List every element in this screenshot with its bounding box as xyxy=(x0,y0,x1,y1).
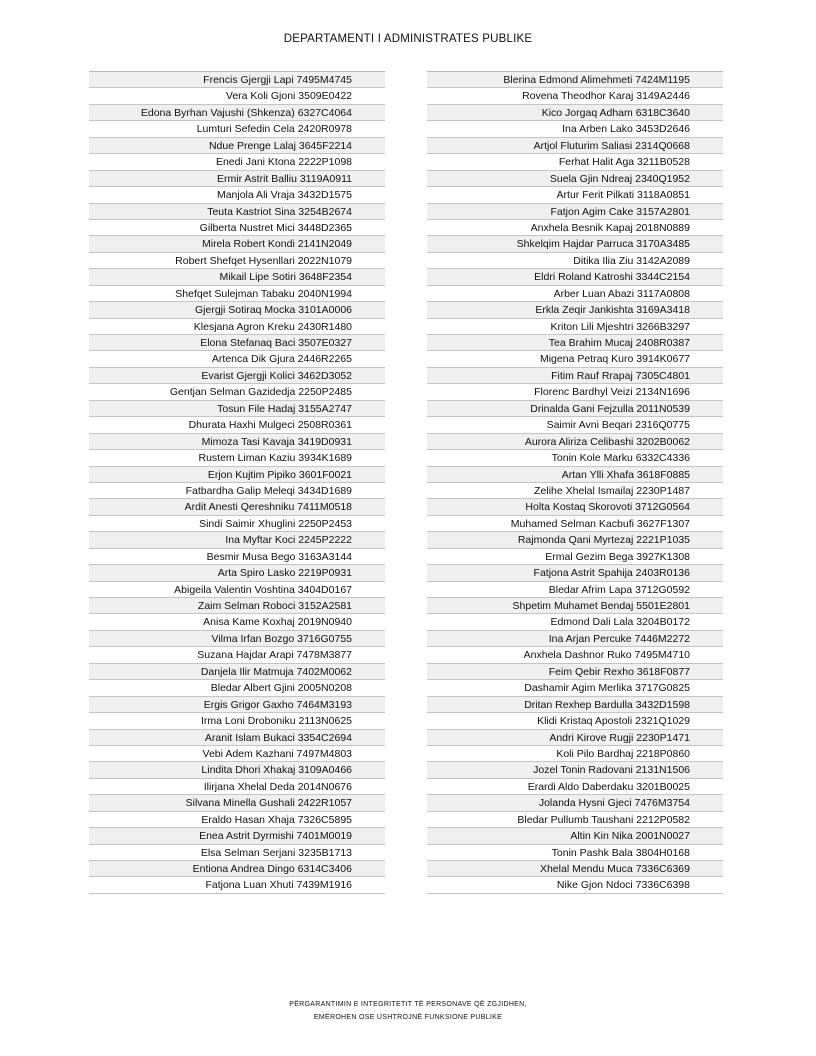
list-item: Elona Stefanaq Baci 3507E0327 xyxy=(89,335,385,351)
list-item: Koli Pilo Bardhaj 2218P0860 xyxy=(427,746,723,762)
list-item: Drinalda Gani Fejzulla 2011N0539 xyxy=(427,401,723,417)
list-item: Nike Gjon Ndoci 7336C6398 xyxy=(427,877,723,893)
page-footer xyxy=(0,998,816,1024)
list-item: Holta Kostaq Skorovoti 3712G0564 xyxy=(427,499,723,515)
list-item: Silvana Minella Gushali 2422R1057 xyxy=(89,795,385,811)
list-item: Tea Brahim Mucaj 2408R0387 xyxy=(427,335,723,351)
list-item: Shpetim Muhamet Bendaj 5501E2801 xyxy=(427,598,723,614)
list-item: Shefqet Sulejman Tabaku 2040N1994 xyxy=(89,286,385,302)
list-item: Arber Luan Abazi 3117A0808 xyxy=(427,286,723,302)
list-item: Rustem Liman Kaziu 3934K1689 xyxy=(89,450,385,466)
footer-line-1: PËRGARANTIMIN E INTEGRITETIT TË PERSONAVE QË ZGJIDHEN, xyxy=(289,1001,527,1008)
list-item: Kico Jorgaq Adham 6318C3640 xyxy=(427,105,723,121)
list-item: Dhurata Haxhi Mulgeci 2508R0361 xyxy=(89,417,385,433)
list-item: Klidi Kristaq Apostoli 2321Q1029 xyxy=(427,713,723,729)
list-item: Aranit Islam Bukaci 3354C2694 xyxy=(89,730,385,746)
list-item: Tosun File Hadaj 3155A2747 xyxy=(89,401,385,417)
list-item: Vilma Irfan Bozgo 3716G0755 xyxy=(89,631,385,647)
list-item: Eldri Roland Katroshi 3344C2154 xyxy=(427,269,723,285)
list-item: Erkla Zeqir Jankishta 3169A3418 xyxy=(427,302,723,318)
list-item: Ndue Prenge Lalaj 3645F2214 xyxy=(89,138,385,154)
list-item: Ina Arben Lako 3453D2646 xyxy=(427,121,723,137)
list-item: Manjola Ali Vraja 3432D1575 xyxy=(89,187,385,203)
list-item: Xhelal Mendu Muca 7336C6369 xyxy=(427,861,723,877)
list-item: Artur Ferit Pilkati 3118A0851 xyxy=(427,187,723,203)
list-item: Fatbardha Galip Meleqi 3434D1689 xyxy=(89,483,385,499)
list-item: Anisa Kame Koxhaj 2019N0940 xyxy=(89,614,385,630)
list-item: Enedi Jani Ktona 2222P1098 xyxy=(89,154,385,170)
list-item: Ardit Anesti Qereshniku 7411M0518 xyxy=(89,499,385,515)
list-item: Arta Spiro Lasko 2219P0931 xyxy=(89,565,385,581)
list-item: Aurora Aliriza Celibashi 3202B0062 xyxy=(427,434,723,450)
list-item: Altin Kin Nika 2001N0027 xyxy=(427,828,723,844)
list-item: Saimir Avni Beqari 2316Q0775 xyxy=(427,417,723,433)
list-item: Fatjona Luan Xhuti 7439M1916 xyxy=(89,877,385,893)
list-item: Tonin Pashk Bala 3804H0168 xyxy=(427,845,723,861)
list-item: Blerina Edmond Alimehmeti 7424M1195 xyxy=(427,72,723,88)
list-item: Ditika Ilia Ziu 3142A2089 xyxy=(427,253,723,269)
right-name-list xyxy=(427,71,723,894)
list-item: Anxhela Dashnor Ruko 7495M4710 xyxy=(427,647,723,663)
list-item: Jolanda Hysni Gjeci 7476M3754 xyxy=(427,795,723,811)
list-item: Edona Byrhan Vajushi (Shkenza) 6327C4064 xyxy=(89,105,385,121)
list-item: Artan Ylli Xhafa 3618F0885 xyxy=(427,467,723,483)
list-item: Shkelqim Hajdar Parruca 3170A3485 xyxy=(427,236,723,252)
list-item: Bledar Afrim Lapa 3712G0592 xyxy=(427,582,723,598)
list-item: Suela Gjin Ndreaj 2340Q1952 xyxy=(427,171,723,187)
list-item: Lumturi Sefedin Cela 2420R0978 xyxy=(89,121,385,137)
list-item: Entiona Andrea Dingo 6314C3406 xyxy=(89,861,385,877)
list-item: Vebi Adem Kazhani 7497M4803 xyxy=(89,746,385,762)
list-item: Fatjona Astrit Spahija 2403R0136 xyxy=(427,565,723,581)
list-item: Muhamed Selman Kacbufi 3627F1307 xyxy=(427,516,723,532)
list-item: Eraldo Hasan Xhaja 7326C5895 xyxy=(89,812,385,828)
list-item: Sindi Saimir Xhuglini 2250P2453 xyxy=(89,516,385,532)
list-item: Edmond Dali Lala 3204B0172 xyxy=(427,614,723,630)
list-item: Gentjan Selman Gazidedja 2250P2485 xyxy=(89,384,385,400)
list-item: Zaim Selman Roboci 3152A2581 xyxy=(89,598,385,614)
list-item: Gjergji Sotiraq Mocka 3101A0006 xyxy=(89,302,385,318)
list-item: Lindita Dhori Xhakaj 3109A0466 xyxy=(89,762,385,778)
list-item: Evarist Gjergji Kolici 3462D3052 xyxy=(89,368,385,384)
list-item: Anxhela Besnik Kapaj 2018N0889 xyxy=(427,220,723,236)
list-item: Fitim Rauf Rrapaj 7305C4801 xyxy=(427,368,723,384)
list-item: Teuta Kastriot Sina 3254B2674 xyxy=(89,204,385,220)
list-item: Dashamir Agim Merlika 3717G0825 xyxy=(427,680,723,696)
list-item: Mirela Robert Kondi 2141N2049 xyxy=(89,236,385,252)
list-item: Ilirjana Xhelal Deda 2014N0676 xyxy=(89,779,385,795)
list-item: Vera Koli Gjoni 3509E0422 xyxy=(89,88,385,104)
left-name-list xyxy=(89,71,385,894)
list-item: Mimoza Tasi Kavaja 3419D0931 xyxy=(89,434,385,450)
list-item: Artjol Fluturim Saliasi 2314Q0668 xyxy=(427,138,723,154)
list-item: Ermal Gezim Bega 3927K1308 xyxy=(427,549,723,565)
list-item: Artenca Dik Gjura 2446R2265 xyxy=(89,351,385,367)
list-item: Elsa Selman Serjani 3235B1713 xyxy=(89,845,385,861)
list-item: Migena Petraq Kuro 3914K0677 xyxy=(427,351,723,367)
list-item: Rajmonda Qani Myrtezaj 2221P1035 xyxy=(427,532,723,548)
list-item: Dritan Rexhep Bardulla 3432D1598 xyxy=(427,697,723,713)
list-item: Florenc Bardhyl Veizi 2134N1696 xyxy=(427,384,723,400)
list-item: Mikail Lipe Sotiri 3648F2354 xyxy=(89,269,385,285)
list-item: Irma Loni Droboniku 2113N0625 xyxy=(89,713,385,729)
list-item: Enea Astrit Dyrmishi 7401M0019 xyxy=(89,828,385,844)
list-item: Besmir Musa Bego 3163A3144 xyxy=(89,549,385,565)
list-item: Robert Shefqet Hysenllari 2022N1079 xyxy=(89,253,385,269)
list-item: Erjon Kujtim Pipiko 3601F0021 xyxy=(89,467,385,483)
list-item: Bledar Albert Gjini 2005N0208 xyxy=(89,680,385,696)
list-item: Danjela Ilir Matmuja 7402M0062 xyxy=(89,664,385,680)
list-item: Tonin Kole Marku 6332C4336 xyxy=(427,450,723,466)
page-title: DEPARTAMENTI I ADMINISTRATES PUBLIKE xyxy=(283,33,533,45)
list-item: Jozel Tonin Radovani 2131N1506 xyxy=(427,762,723,778)
list-item: Frencis Gjergji Lapi 7495M4745 xyxy=(89,72,385,88)
list-item: Gilberta Nustret Mici 3448D2365 xyxy=(89,220,385,236)
footer-line-2: EMËROHEN OSE USHTROJNË FUNKSIONE PUBLIKE xyxy=(313,1014,503,1021)
list-item: Feim Qebir Rexho 3618F0877 xyxy=(427,664,723,680)
list-item: Kriton Lili Mjeshtri 3266B3297 xyxy=(427,319,723,335)
list-item: Suzana Hajdar Arapi 7478M3877 xyxy=(89,647,385,663)
list-item: Ferhat Halit Aga 3211B0528 xyxy=(427,154,723,170)
list-item: Zelihe Xhelal Ismailaj 2230P1487 xyxy=(427,483,723,499)
list-item: Klesjana Agron Kreku 2430R1480 xyxy=(89,319,385,335)
list-item: Andri Kirove Rugji 2230P1471 xyxy=(427,730,723,746)
list-item: Erardi Aldo Daberdaku 3201B0025 xyxy=(427,779,723,795)
list-item: Bledar Pullumb Taushani 2212P0582 xyxy=(427,812,723,828)
list-item: Ermir Astrit Balliu 3119A0911 xyxy=(89,171,385,187)
list-item: Ergis Grigor Gaxho 7464M3193 xyxy=(89,697,385,713)
list-item: Fatjon Agim Cake 3157A2801 xyxy=(427,204,723,220)
list-item: Abigeila Valentin Voshtina 3404D0167 xyxy=(89,582,385,598)
list-item: Rovena Theodhor Karaj 3149A2446 xyxy=(427,88,723,104)
list-item: Ina Myftar Koci 2245P2222 xyxy=(89,532,385,548)
list-item: Ina Arjan Percuke 7446M2272 xyxy=(427,631,723,647)
